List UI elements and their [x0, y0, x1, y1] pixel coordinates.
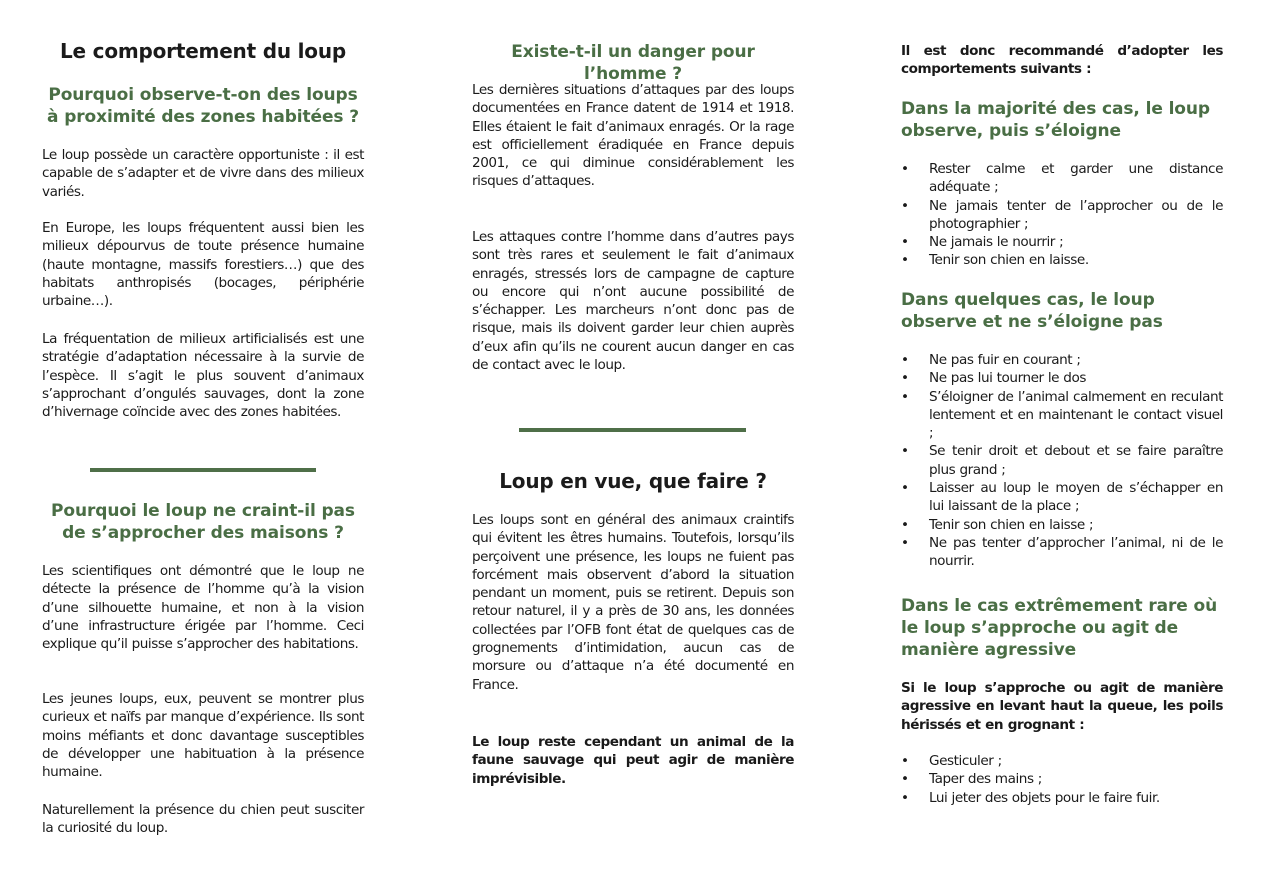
- list-item: • Rester calme et garder une distance adéquate ;: [901, 160, 1223, 197]
- list-item: • Laisser au loup le moyen de s’échapper en lui laissant de la place ;: [901, 479, 1223, 516]
- list-item: • Gesticuler ;: [901, 752, 1223, 770]
- paragraph: La fréquentation de milieux artificialisés est une stratégie d’adaptation nécessaire à la survie de l’espèce. Il s’agit le plus souvent d’animaux s’approchant d’ongulés sauvages, dont la zone d’hivernage coïncide avec des zones habitées.: [42, 331, 364, 421]
- case-list-majority: [901, 160, 1223, 270]
- paragraph: Le loup possède un caractère opportuniste : il est capable de s’adapter et de vivre dans des milieux variés.: [42, 147, 364, 200]
- warning-paragraph: Le loup reste cependant un animal de la faune sauvage qui peut agir de manière imprévisible.: [472, 734, 794, 787]
- list-item: • Ne jamais tenter de l’approcher ou de le photographier ;: [901, 197, 1223, 234]
- case-list-some: [901, 351, 1223, 571]
- list-item: • Ne pas fuir en courant ;: [901, 351, 1223, 369]
- section-divider: [90, 468, 316, 472]
- section-heading-danger: Existe-t-il un danger pour l’homme ?: [511, 42, 755, 84]
- list-item: • Tenir son chien en laisse.: [901, 251, 1223, 269]
- section-divider: [519, 428, 746, 432]
- intro-paragraph: Il est donc recommandé d’adopter les comportements suivants :: [901, 43, 1223, 78]
- section-title-wolf-seen: Loup en vue, que faire ?: [499, 469, 767, 493]
- list-item: • Ne pas tenter d’approcher l’animal, ni de le nourrir.: [901, 534, 1223, 571]
- list-item: • Taper des mains ;: [901, 770, 1223, 788]
- paragraph: Les dernières situations d’attaques par des loups documentées en France datent de 1914 et 1918. Elles étaient le fait d’animaux enragés. Or la rage est officiellement éradiquée en France depuis 2001, ce qui diminue considérablement les risques d’attaques.: [472, 82, 794, 190]
- case-heading-some: Dans quelques cas, le loup observe et ne s’éloigne pas: [901, 290, 1163, 332]
- aggressive-paragraph: Si le loup s’approche ou agit de manière agressive en levant haut la queue, les poils hérissés et en grognant :: [901, 680, 1223, 733]
- paragraph: Les scientifiques ont démontré que le loup ne détecte la présence de l’homme qu’à la vision d’une silhouette humaine, et non à la vision d’une infrastructure érigée par l’homme. Ceci explique qu’il puisse s’approcher des habitations.: [42, 563, 364, 653]
- list-item: • Tenir son chien en laisse ;: [901, 516, 1223, 534]
- case-list-rare: [901, 752, 1223, 807]
- list-item: • Ne jamais le nourrir ;: [901, 233, 1223, 251]
- list-item: • Ne pas lui tourner le dos: [901, 369, 1223, 387]
- page-title: Le comportement du loup: [60, 39, 346, 63]
- list-item: • S’éloigner de l’animal calmement en reculant lentement et en maintenant le contact visuel ;: [901, 388, 1223, 443]
- paragraph: Les loups sont en général des animaux craintifs qui évitent les êtres humains. Toutefois, lorsqu’ils perçoivent une présence, les loups ne fuient pas forcément mais observent d’abord la situation pendant un moment, puis se retirent. Depuis son retour naturel, il y a près de 30 ans, les données collectées par l’OFB font état de quelques cas de grognements d’intimidation, aucun cas de morsure ou d’attaque n’a été documenté en France.: [472, 512, 794, 693]
- list-item: • Se tenir droit et debout et se faire paraître plus grand ;: [901, 442, 1223, 479]
- paragraph: Naturellement la présence du chien peut susciter la curiosité du loup.: [42, 802, 364, 837]
- section-heading-proximity: Pourquoi observe-t-on des loups à proximité des zones habitées ?: [47, 85, 359, 127]
- paragraph: Les attaques contre l’homme dans d’autres pays sont très rares et seulement le fait d’animaux enragés, stressés lors de campagne de capture ou encore qui n’ont aucune possibilité de s’échapper. Les marcheurs n’ont donc pas de risque, mais ils doivent garder leur chien auprès d’eux afin qu’ils ne courent aucun danger en cas de contact avec le loup.: [472, 229, 794, 374]
- case-heading-rare: Dans le cas extrêmement rare où le loup s’approche ou agit de manière agressive: [901, 596, 1218, 660]
- paragraph: En Europe, les loups fréquentent aussi bien les milieux dépourvus de toute présence humaine (haute montagne, massifs forestiers…) que des habitats anthropisés (bocages, périphérie urbaine…).: [42, 220, 364, 310]
- case-heading-majority: Dans la majorité des cas, le loup observe, puis s’éloigne: [901, 99, 1210, 141]
- list-item: • Lui jeter des objets pour le faire fuir.: [901, 789, 1223, 807]
- paragraph: Les jeunes loups, eux, peuvent se montrer plus curieux et naïfs par manque d’expérience. Ils sont moins méfiants et donc davantage susceptibles de développer une habituation à la présence humaine.: [42, 691, 364, 781]
- section-heading-houses: Pourquoi le loup ne craint-il pas de s’approcher des maisons ?: [51, 501, 355, 543]
